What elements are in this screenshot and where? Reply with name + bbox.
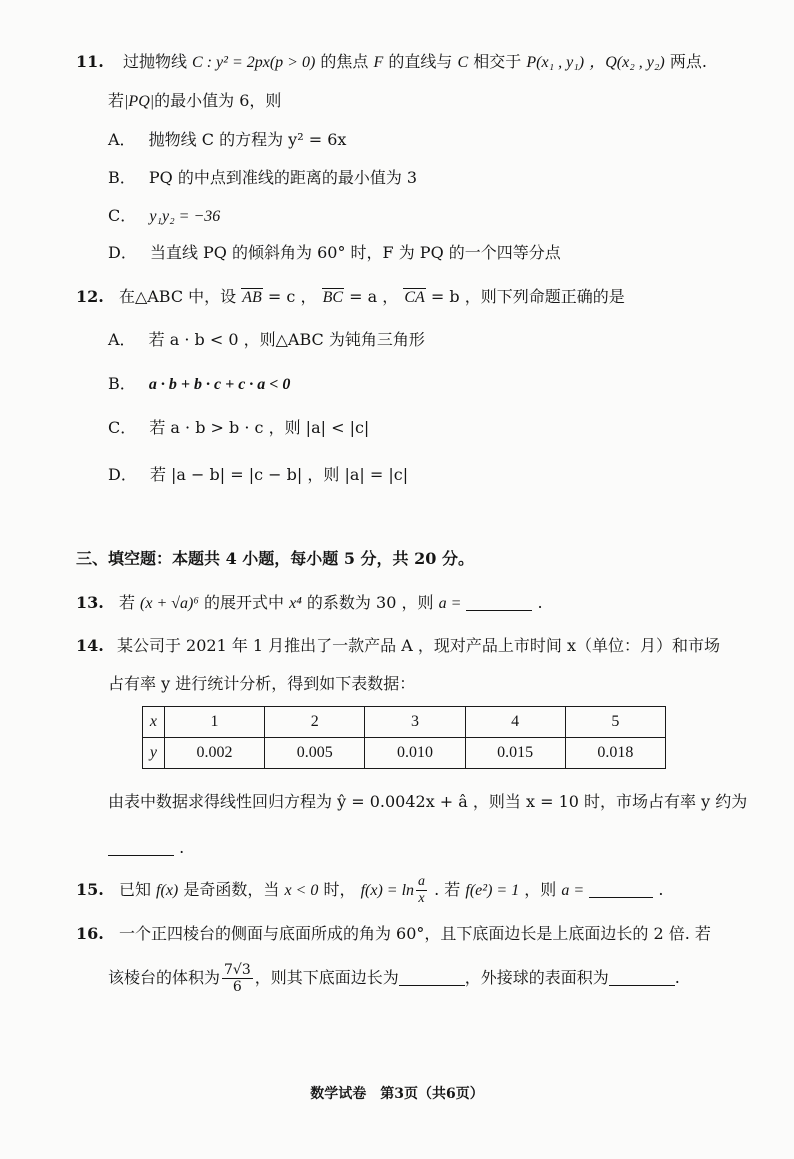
q13-answer-blank[interactable] <box>466 592 532 611</box>
option-text: 当直线 PQ 的倾斜角为 60° 时，F 为 PQ 的一个四等分点 <box>149 243 561 262</box>
q11-line2-a: 若 <box>108 91 125 110</box>
q13-expression: (x + √a)⁶ <box>140 595 199 612</box>
q14-text-2: 占有率 y 进行统计分析，得到如下表数据： <box>108 674 416 693</box>
q14-text-3: 由表中数据求得线性回归方程为 ŷ = 0.0042x + â ，则当 x = 10 时，市场占有率 y 约为 <box>108 792 748 811</box>
table-cell: 0.015 <box>465 738 565 769</box>
table-cell: 2 <box>265 707 365 738</box>
option-text: a · b + b · c + c · a < 0 <box>148 376 291 393</box>
q13-text-3: 的系数为 30 ，则 <box>306 593 434 612</box>
q11-text-4: 相交于 <box>473 52 522 71</box>
vector-ab: AB <box>242 289 262 306</box>
q11-option-c <box>108 204 220 229</box>
q11-number: 11. <box>76 52 104 71</box>
q15-answer-label: a = <box>561 882 585 899</box>
q14-line2 <box>108 672 415 696</box>
q15-text-5: ，则 <box>524 880 557 899</box>
q11-line2 <box>108 89 281 114</box>
q13-answer-label: a = <box>438 595 462 612</box>
option-text: y₁y₂ = −36 <box>149 208 221 225</box>
q16-line1 <box>76 922 711 946</box>
q11-text-5: 两点. <box>669 52 707 71</box>
option-label: A． <box>108 330 136 349</box>
q14-answer-blank[interactable] <box>108 837 174 856</box>
table-cell: 0.018 <box>565 738 665 769</box>
q14-line4 <box>108 836 184 860</box>
q16-number: 16. <box>76 924 104 943</box>
q11-option-a <box>108 128 346 152</box>
option-label: D． <box>108 243 137 262</box>
q12-eq-2: = a ， <box>349 287 399 306</box>
q15-text-1: 已知 <box>118 880 151 899</box>
table-cell: 4 <box>465 707 565 738</box>
q11-line1 <box>76 50 707 75</box>
fraction-denominator: x <box>418 891 425 906</box>
q11-line2-b: 的最小值为 6，则 <box>154 91 282 110</box>
q15-fdef: f(x) = ln <box>360 882 415 899</box>
q16-answer-blank-1[interactable] <box>399 967 465 986</box>
table-row <box>143 707 666 738</box>
q15-end: . <box>658 880 664 899</box>
q12-line1 <box>76 285 625 309</box>
q14-line1 <box>76 634 720 658</box>
table-cell: 0.005 <box>265 738 365 769</box>
option-label: B． <box>108 168 136 187</box>
option-label: C． <box>108 418 137 437</box>
q12-option-c <box>108 416 369 440</box>
q13-number: 13. <box>76 593 104 612</box>
option-text: PQ 的中点到准线的距离的最小值为 3 <box>148 168 418 187</box>
q13-text-1: 若 <box>118 593 135 612</box>
option-label: D． <box>108 465 137 484</box>
q11-text-2: 的焦点 <box>320 52 369 71</box>
q12-number: 12. <box>76 287 104 306</box>
q11-focus: F <box>373 54 384 71</box>
q11-conic: C : y² = 2px(p > 0) <box>192 54 316 71</box>
q15-fraction <box>416 874 427 907</box>
table-cell: 3 <box>365 707 465 738</box>
q12-option-b <box>108 372 290 397</box>
option-text: 若 a · b > b · c ，则 |a| < |c| <box>149 418 370 437</box>
q12-option-a <box>108 328 425 352</box>
q16-line2 <box>108 962 680 995</box>
q15-fe: f(e²) = 1 <box>465 882 520 899</box>
q15-fx: f(x) <box>156 882 179 899</box>
q12-option-d <box>108 463 408 487</box>
data-table <box>142 706 666 769</box>
q15-line <box>76 874 663 907</box>
option-text: 若 |a − b| = |c − b| ，则 |a| = |c| <box>149 465 409 484</box>
table-cell: 0.010 <box>365 738 465 769</box>
q11-point-p: P(x₁ , y₁) <box>526 54 585 71</box>
q15-answer-blank[interactable] <box>589 879 653 898</box>
table-cell: x <box>143 707 165 738</box>
fraction-numerator: 7√3 <box>224 962 251 978</box>
q11-option-d <box>108 241 561 265</box>
option-label: A． <box>108 130 136 149</box>
q16-end: . <box>674 968 680 987</box>
table-row <box>143 738 666 769</box>
q16-text-1: 一个正四棱台的侧面与底面所成的角为 60°，且下底面边长是上底面边长的 2 倍. 若 <box>118 924 711 943</box>
q14-line3 <box>108 790 747 814</box>
option-text: 抛物线 C 的方程为 y² = 6x <box>148 130 347 149</box>
vector-ca: CA <box>404 289 425 306</box>
q15-condition: x < 0 <box>284 882 319 899</box>
q14-end: . <box>179 838 185 857</box>
q14-text-1: 某公司于 2021 年 1 月推出了一款产品 A ，现对产品上市时间 x（单位：月）和市场 <box>116 636 721 655</box>
q11-option-b <box>108 166 417 190</box>
q12-eq-3: = b ，则下列命题正确的是 <box>430 287 625 306</box>
q13-end: . <box>537 593 543 612</box>
q15-number: 15. <box>76 880 104 899</box>
q14-number: 14. <box>76 636 104 655</box>
q11-pq: |PQ| <box>124 93 155 110</box>
q12-text-1: 在△ABC 中，设 <box>118 287 237 306</box>
option-label: C． <box>108 206 137 225</box>
q12-eq-1: = c ， <box>267 287 317 306</box>
q13-text-2: 的展开式中 <box>204 593 285 612</box>
q15-text-4: . 若 <box>434 880 461 899</box>
q11-curve: C <box>457 54 469 71</box>
q15-text-2: 是奇函数，当 <box>183 880 280 899</box>
fraction-denominator: 6 <box>232 979 242 995</box>
page-footer: 数学试卷 第3页（共6页） <box>310 1086 484 1102</box>
q13-term: x⁴ <box>289 595 302 612</box>
q11-point-q: ，Q(x₂ , y₂) <box>589 54 665 71</box>
q16-fraction <box>222 962 253 995</box>
q11-text-3: 的直线与 <box>388 52 453 71</box>
fraction-numerator: a <box>418 874 426 889</box>
q13-line <box>76 591 543 616</box>
option-text: 若 a · b < 0 ，则△ABC 为钝角三角形 <box>148 330 425 349</box>
q16-text-4: ，外接球的表面积为 <box>464 968 609 987</box>
q16-text-2: 该棱台的体积为 <box>108 968 221 987</box>
option-label: B． <box>108 374 136 393</box>
q16-answer-blank-2[interactable] <box>609 967 675 986</box>
q16-text-3: ，则其下底面边长为 <box>254 968 399 987</box>
section-heading: 三、填空题：本题共 4 小题，每小题 5 分，共 20 分。 <box>76 549 474 568</box>
q15-text-3: 时， <box>323 880 356 899</box>
vector-bc: BC <box>322 289 344 306</box>
table-cell: 1 <box>164 707 264 738</box>
table-cell: 5 <box>565 707 665 738</box>
q11-text-1: 过抛物线 <box>122 52 187 71</box>
table-cell: 0.002 <box>164 738 264 769</box>
table-cell: y <box>143 738 165 769</box>
